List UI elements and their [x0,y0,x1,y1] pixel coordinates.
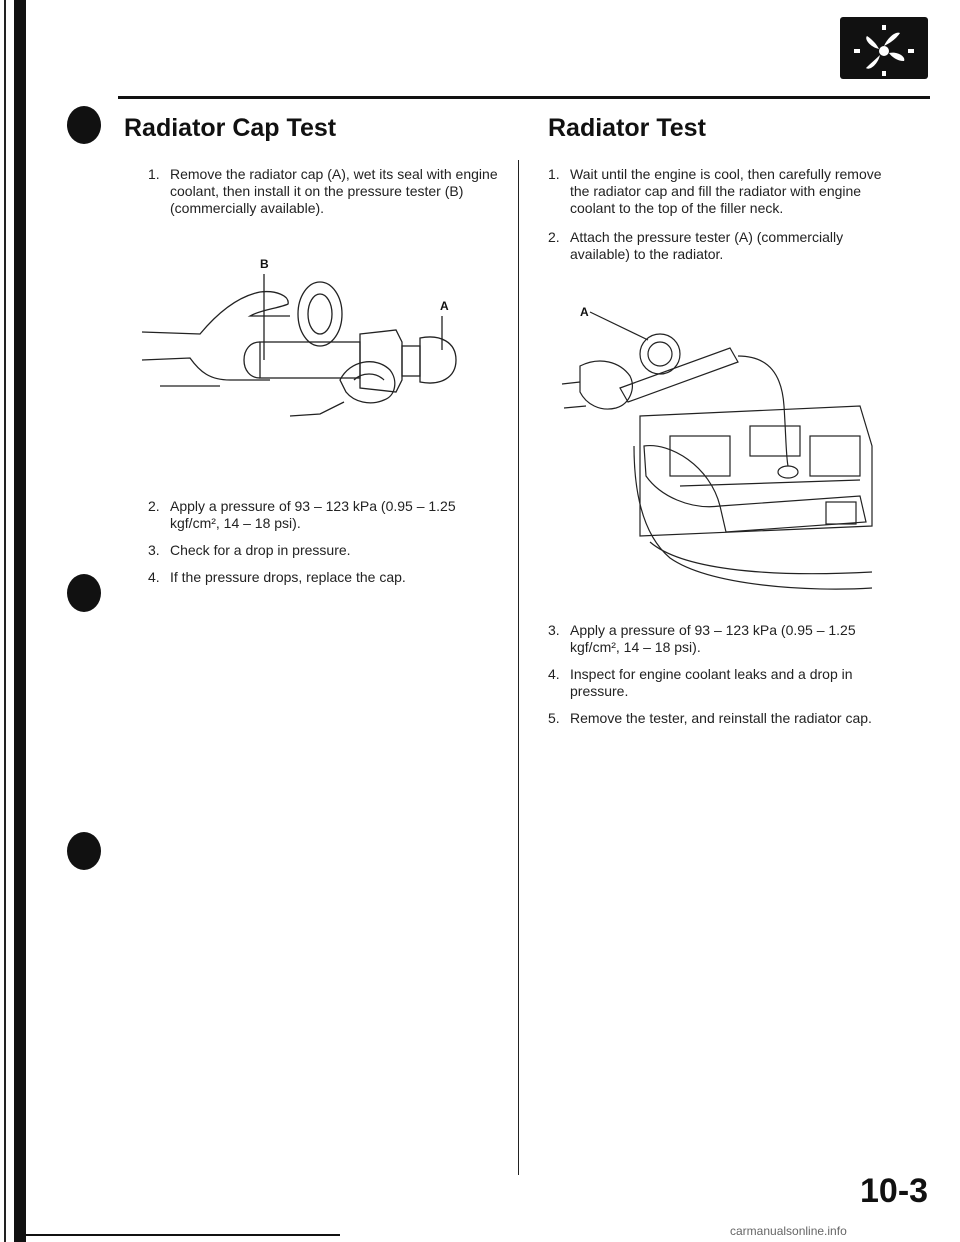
step-text: If the pressure drops, replace the cap. [170,569,406,585]
list-item [148,569,508,586]
bullet-marker [67,106,101,144]
right-steps-2 [548,622,898,727]
callout-label-a: A [440,299,449,313]
step-text: Inspect for engine coolant leaks and a drop in pressure. [570,666,853,699]
step-text: Check for a drop in pressure. [170,542,351,558]
left-steps-1 [148,166,508,217]
step-text: Apply a pressure of 93 – 123 kPa (0.95 – 1.25 kgf/cm², 14 – 18 psi). [570,622,856,655]
watermark-text: carmanualsonline.info [730,1224,847,1238]
section-title-radiator-test: Radiator Test [548,114,706,142]
callout-label-a: A [580,305,589,319]
list-item [148,542,508,559]
step-number: 2. [148,498,160,514]
step-number: 4. [148,569,160,585]
step-text: Wait until the engine is cool, then carefully remove the radiator cap and fill the radiator with engine coolant to the top of the filler neck. [570,166,882,216]
section-title-radiator-cap-test: Radiator Cap Test [124,114,337,142]
bullet-marker [67,574,101,612]
step-number: 3. [548,622,560,638]
step-text: Attach the pressure tester (A) (commercially available) to the radiator. [570,229,844,262]
figure-radiator-pressure-tester [560,296,880,600]
cooling-fan-icon [840,17,928,79]
list-item [148,166,508,217]
page-number: 10-3 [860,1172,929,1210]
step-number: 1. [548,166,560,182]
left-steps-2 [148,498,508,586]
list-item [548,229,898,263]
step-number: 2. [548,229,560,245]
step-text: Apply a pressure of 93 – 123 kPa (0.95 – 1.25 kgf/cm², 14 – 18 psi). [170,498,456,531]
step-number: 1. [148,166,160,182]
header-rule [118,96,930,99]
bullet-marker [67,832,101,870]
column-divider [518,160,519,1175]
step-number: 4. [548,666,560,682]
page-edge-line [4,0,6,1242]
footer-rule [20,1234,340,1236]
list-item [548,622,898,656]
figure-radiator-cap-on-tester [140,230,500,430]
right-steps-1 [548,166,898,263]
list-item [548,710,898,727]
list-item [148,498,508,532]
step-text: Remove the tester, and reinstall the radiator cap. [570,710,872,726]
binding-bar [14,0,26,1242]
list-item [548,166,898,217]
list-item [548,666,898,700]
callout-label-b: B [260,257,269,271]
step-number: 5. [548,710,560,726]
step-text: Remove the radiator cap (A), wet its seal with engine coolant, then install it on the pressure tester (B) (commercially available). [170,166,498,216]
step-number: 3. [148,542,160,558]
